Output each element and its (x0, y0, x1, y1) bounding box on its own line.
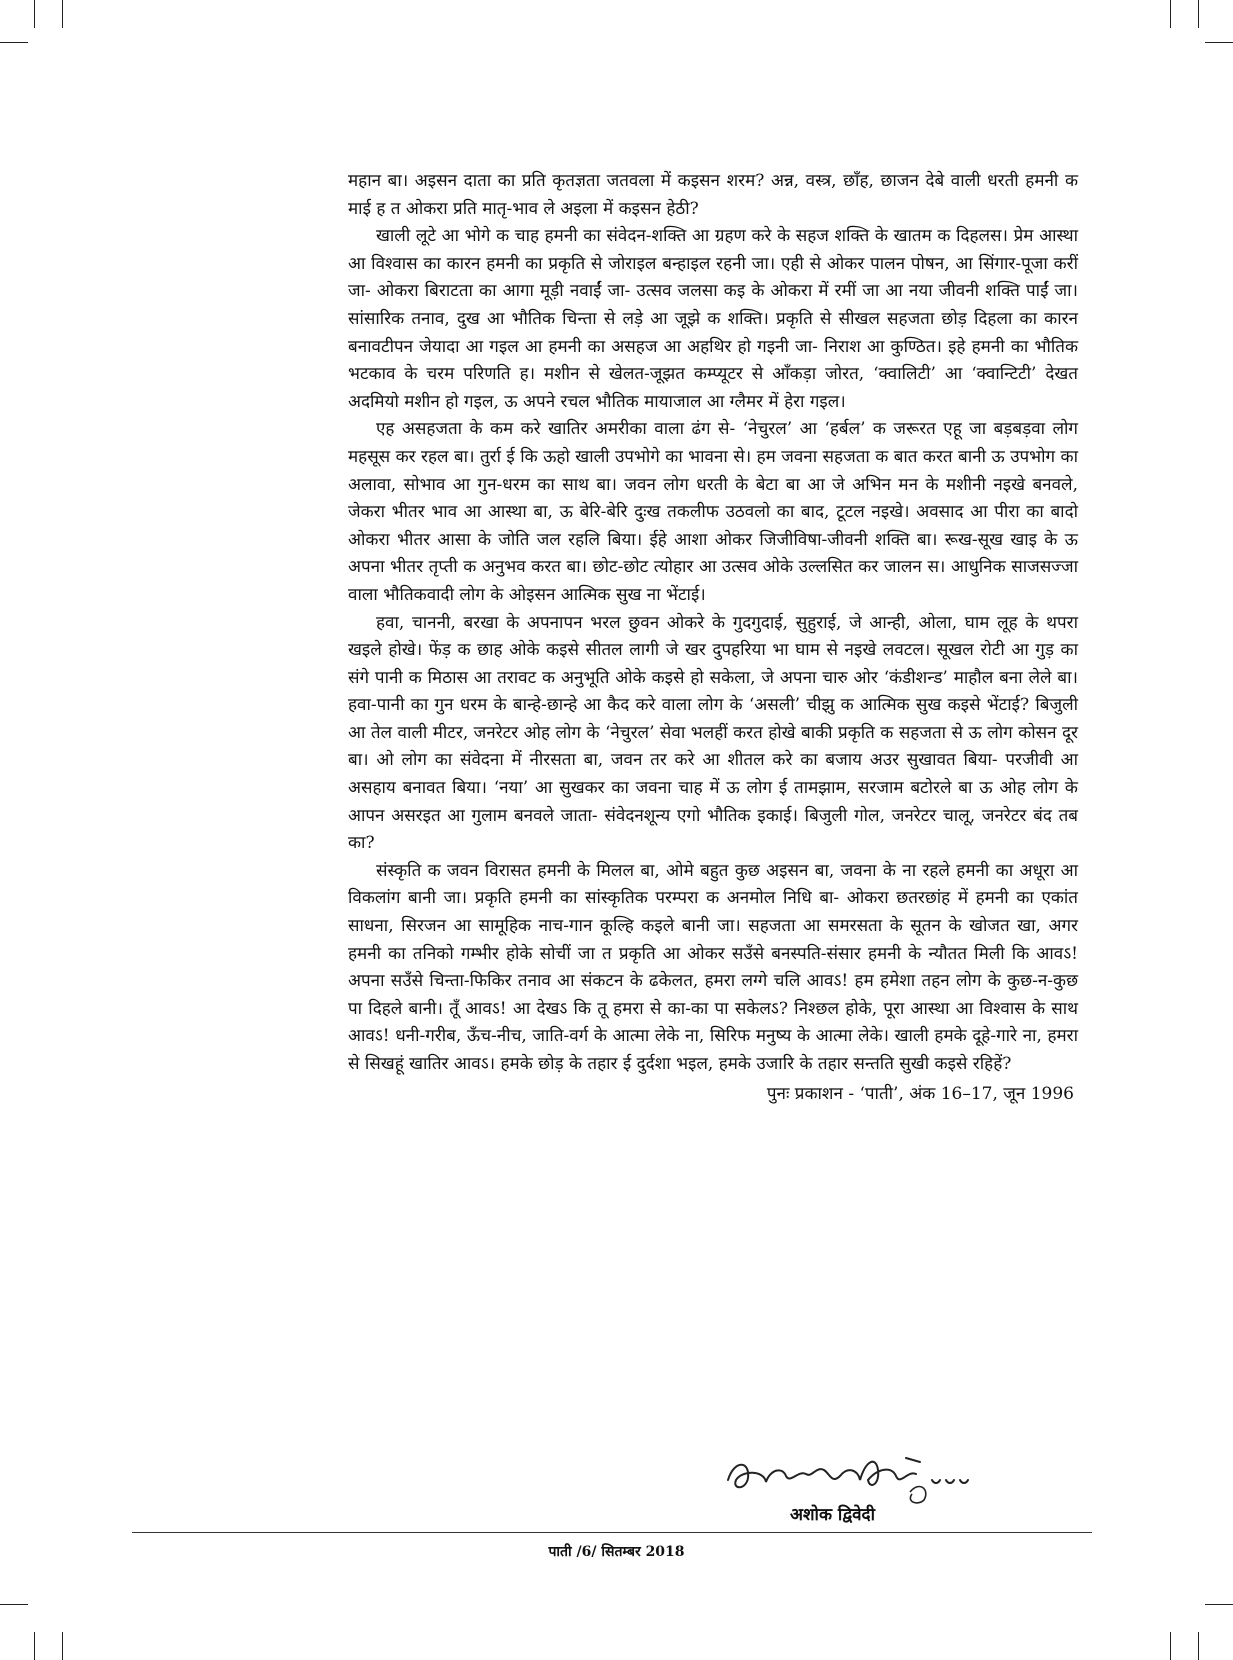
crop-mark (1205, 1604, 1233, 1605)
crop-mark (1170, 1632, 1171, 1660)
footer-divider (132, 1532, 1092, 1533)
crop-mark (0, 42, 28, 43)
handwritten-signature (720, 1440, 980, 1510)
article-body (348, 168, 1078, 1108)
crop-mark (1198, 1632, 1199, 1660)
crop-mark (62, 0, 63, 28)
crop-mark (1198, 0, 1199, 28)
republication-note: पुनः प्रकाशन - ‘पाती’, अंक 16–17, जून 1996 (766, 1083, 1074, 1104)
paragraph: संस्कृति क जवन विरासत हमनी के मिलल बा, ओमे बहुत कुछ अइसन बा, जवना के ना रहले हमनी का अधूरा आ विकलांग बानी जा। प्रकृति हमनी का सांस्कृतिक परम्परा क अनमोल निधि बा- ओकरा छतरछांह में हमनी का एकांत साधना, सिरजन आ सामूहिक नाच-गान कूल्हि कइले बानी जा। सहजता आ समरसता के सूतन के खोजत खा, अगर हमनी का तनिको गम्भीर होके सोचीं जा त प्रकृति आ ओकर सउँसे बनस्पति-संसार हमनी के न्यौतत मिली कि आवऽ! अपना सउँसे चिन्ता-फिकिर तनाव आ संकटन के ढकेलत, हमरा लग्गे चलि आवऽ! हम हमेशा तहन लोग के कुछ-न-कुछ पा दिहले बानी। तूँ आवऽ! आ देखऽ कि तू हमरा से का-का पा सकेलऽ? निश्छल होके, पूरा आस्था आ विश्वास के साथ आवऽ! धनी-गरीब, ऊँच-नीच, जाति-वर्ग के आत्मा लेके ना, सिरिफ मनुष्य के आत्मा लेके। खाली हमके दूहे-गारे ना, हमरा से सिखहूं खातिर आवऽ। हमके छोड़ के तहार ई दुर्दशा भइल, हमके उजारि के तहार सन्तति सुखी कइसे रहिहें? (348, 860, 1078, 1074)
paragraph: महान बा। अइसन दाता का प्रति कृतज्ञता जतवला में कइसन शरम? अन्न, वस्त्र, छाँह, छाजन देबे वाली धरती हमनी क माई ह त ओकरा प्रति मातृ-भाव ले अइला में कइसन हेठी? (348, 171, 1078, 219)
crop-mark (34, 0, 35, 28)
author-name: अशोक द्विवेदी (790, 1505, 875, 1525)
signature-block (720, 1440, 980, 1540)
crop-mark (1170, 0, 1171, 28)
page-footer: पाती /6/ सितम्बर 2018 (548, 1544, 685, 1560)
paragraph: हवा, चाननी, बरखा के अपनापन भरल छुवन ओकरे के गुदगुदाई, सुहुराई, जे आन्ही, ओला, घाम लूह के थपरा खइले होखे। फेंड़ क छाह ओके कइसे सीतल लागी जे खर दुपहरिया भा घाम से नइखे लवटल। सूखल रोटी आ गुड़ का संगे पानी क मिठास आ तरावट क अनुभूति ओके कइसे हो सकेला, जे अपना चारु ओर ‘कंडीशन्ड’ माहौल बना लेले बा। हवा-पानी का गुन धरम के बान्हे-छान्हे आ कैद करे वाला लोग के ‘असली’ चीझु क आत्मिक सुख कइसे भेंटाई? बिजुली आ तेल वाली मीटर, जनरेटर ओह लोग के ‘नेचुरल’ सेवा भलहीं करत होखे बाकी प्रकृति क सहजता से ऊ लोग कोसन दूर बा। ओ लोग का संवेदना में नीरसता बा, जवन तर करे आ शीतल करे का बजाय अउर सुखावत बिया- परजीवी आ असहाय बनावत बिया। ‘नया’ आ सुखकर का जवना चाह में ऊ लोग ई तामझाम, सरजाम बटोरले बा ऊ ओह लोग के आपन असरइत आ गुलाम बनवले जाता- संवेदनशून्य एगो भौतिक इकाई। बिजुली गोल, जनरेटर चालू, जनरेटर बंद तब का? (348, 612, 1078, 854)
crop-mark (34, 1632, 35, 1660)
crop-mark (1205, 42, 1233, 43)
paragraph: एह असहजता के कम करे खातिर अमरीका वाला ढंग से- ‘नेचुरल’ आ ‘हर्बल’ क जरूरत एहू जा बड़बड़वा लोग महसूस कर रहल बा। तुर्रा ई कि ऊहो खाली उपभोगे का भावना से। हम जवना सहजता क बात करत बानी ऊ उपभोग का अलावा, सोभाव आ गुन-धरम का साथ बा। जवन लोग धरती के बेटा बा आ जे अभिन मन के मशीनी नइखे बनवले, जेकरा भीतर भाव आ आस्था बा, ऊ बेरि-बेरि दुःख तकलीफ उठवलो का बाद, टूटल नइखे। अवसाद आ पीरा का बादो ओकरा भीतर आसा के जोति जल रहलि बिया। ईहे आशा ओकर जिजीविषा-जीवनी शक्ति बा। रूख-सूख खाइ के ऊ अपना भीतर तृप्ती क अनुभव करत बा। छोट-छोट त्योहार आ उत्सव ओके उल्लसित कर जालन स। आधुनिक साजसज्जा वाला भौतिकवादी लोग के ओइसन आत्मिक सुख ना भेंटाई। (348, 419, 1078, 605)
paragraph: खाली लूटे आ भोगे क चाह हमनी का संवेदन-शक्ति आ ग्रहण करे के सहज शक्ति के खातम क दिहलस। प्रेम आस्था आ विश्वास का कारन हमनी का प्रकृति से जोराइल बन्हाइल रहनी जा। एही से ओकर पालन पोषन, आ सिंगार-पूजा करीं जा- ओकरा बिराटता का आगा मूड़ी नवाईं जा- उत्सव जलसा कइ के ओकरा में रमीं जा आ नया जीवनी शक्ति पाईं जा। सांसारिक तनाव, दुख आ भौतिक चिन्ता से लड़े आ जूझे क शक्ति। प्रकृति से सीखल सहजता छोड़ दिहला का कारन बनावटीपन जेयादा आ गइल आ हमनी का असहज आ अहथिर हो गइनी जा- निराश आ कुण्ठित। इहे हमनी का भौतिक भटकाव के चरम परिणति ह। मशीन से खेलत-जूझत कम्प्यूटर से आँकड़ा जोरत, ‘क्वालिटी’ आ ‘क्वान्टिटी’ देखत अदमियो मशीन हो गइल, ऊ अपने रचल भौतिक मायाजाल आ ग्लैमर में हेरा गइल। (348, 226, 1078, 412)
crop-mark (0, 1604, 28, 1605)
crop-mark (62, 1632, 63, 1660)
